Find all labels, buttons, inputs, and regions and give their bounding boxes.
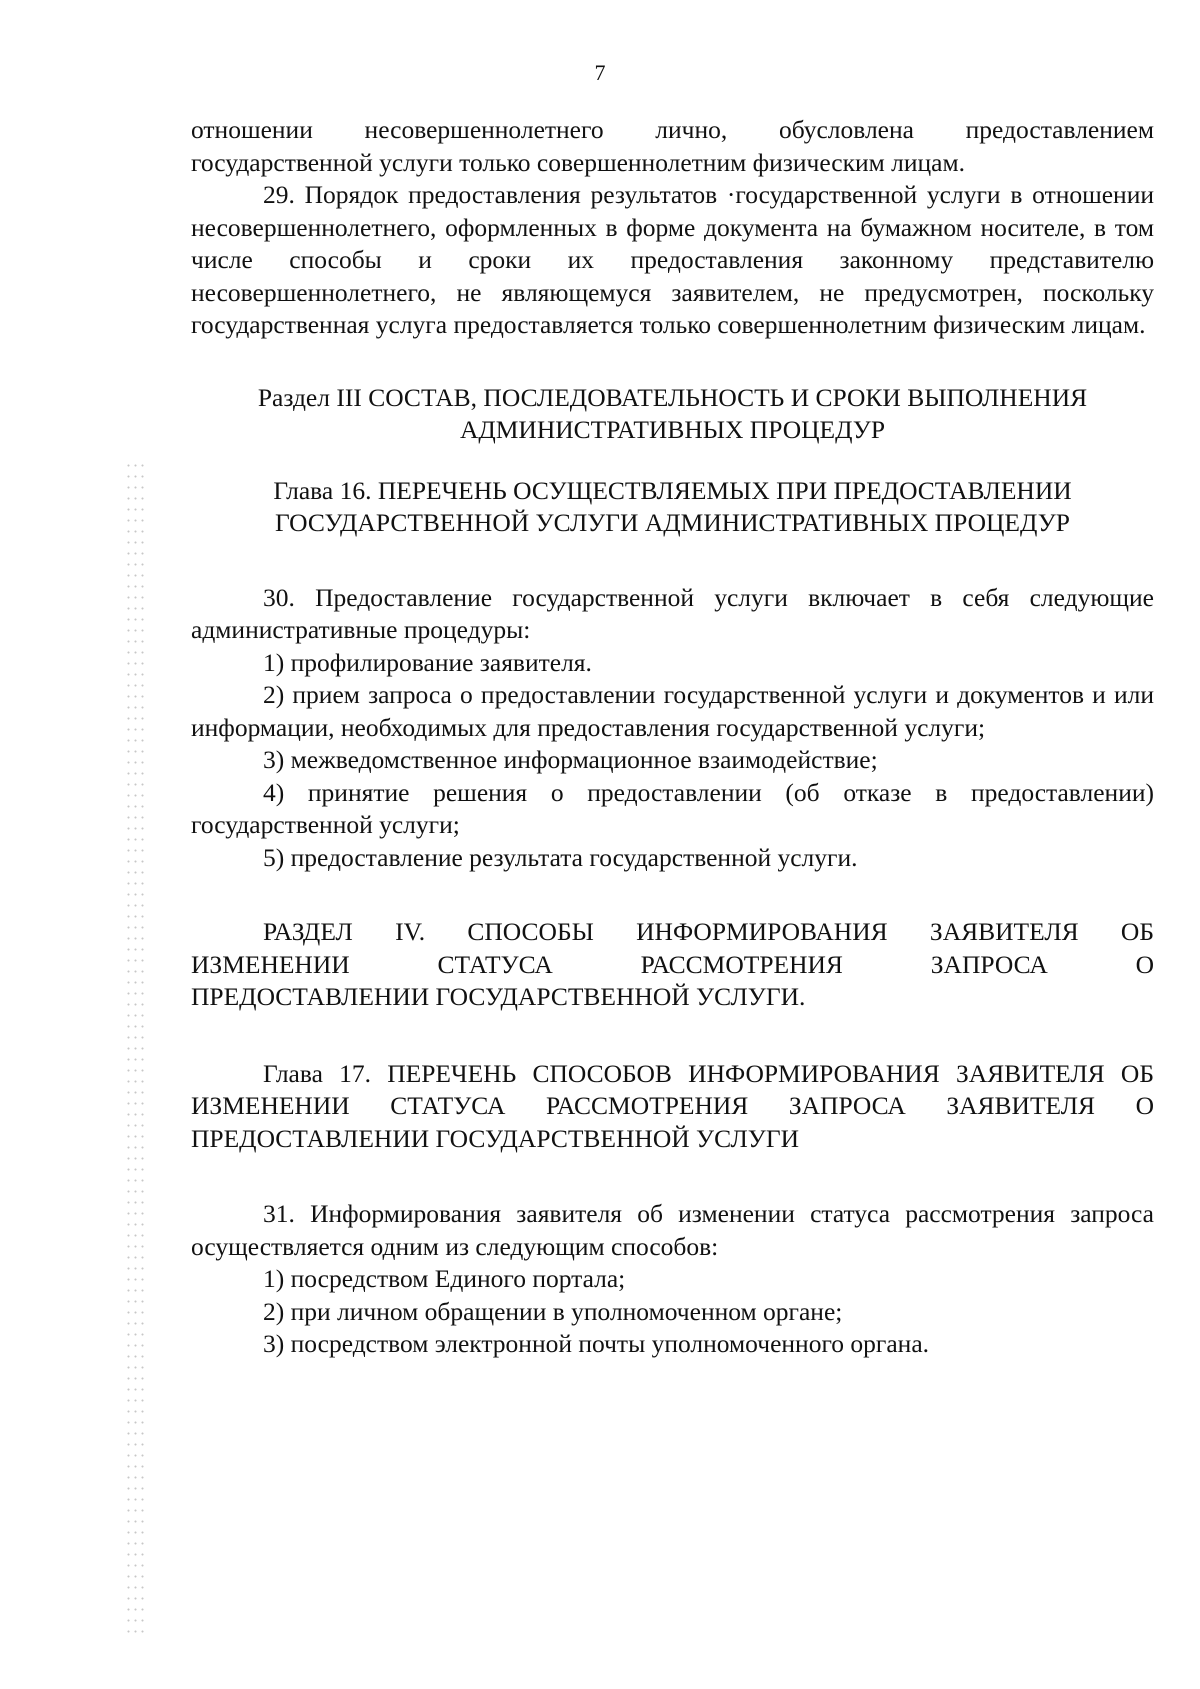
chapter-16-heading [191, 475, 1154, 540]
paragraph-30-item-1: 1) профилирование заявителя. [263, 647, 592, 677]
chapter-16-heading-line-2: ГОСУДАРСТВЕННОЙ УСЛУГИ АДМИНИСТРАТИВНЫХ ПРОЦЕДУР [275, 508, 1070, 537]
paragraph-30-item-2: 2) прием запроса о предоставлении государственной услуги и документов и или информации, необходимых для предоставления государственной услуги; [191, 680, 1154, 742]
chapter-16-heading-line-1: Глава 16. ПЕРЕЧЕНЬ ОСУЩЕСТВЛЯЕМЫХ ПРИ ПРЕДОСТАВЛЕНИИ [273, 475, 1072, 505]
paragraph-30-item-4: 4) принятие решения о предоставлении (об отказе в предоставлении) государственной услуги; [191, 777, 1154, 839]
binding-marks [125, 460, 145, 1640]
section-3-heading [191, 382, 1154, 447]
paragraph-29: 29. Порядок предоставления результатов ·государственной услуги в отношении несовершеннолетнего, оформленных в форме документа на бумажном носителе, в том числе способы и сроки их предоставления законному представителю несовершеннолетнего, не являющемуся заявителем, не предусмотрен, поскольку государственная услуга предоставляется только совершеннолетним физическим лицам. [191, 180, 1154, 339]
section-3-heading-line-1: Раздел III СОСТАВ, ПОСЛЕДОВАТЕЛЬНОСТЬ И СРОКИ ВЫПОЛНЕНИЯ [257, 382, 1088, 412]
paragraph-30-item-5: 5) предоставление результата государственной услуги. [263, 842, 858, 872]
paragraph-30: 30. Предоставление государственной услуги включает в себя следующие административные процедуры: [191, 582, 1154, 644]
paragraph-31-item-3: 3) посредством электронной почты уполномоченного органа. [263, 1329, 930, 1358]
section-4-heading-line-1: РАЗДЕЛ IV. СПОСОБЫ ИНФОРМИРОВАНИЯ ЗАЯВИТЕЛЯ ОБ [263, 917, 1154, 946]
document-body [191, 114, 1154, 1361]
paragraph-31: 31. Информирования заявителя об изменении статуса рассмотрения запроса осуществляется одним из следующим способов: [191, 1199, 1154, 1261]
paragraph-31-item-1: 1) посредством Единого портала; [263, 1264, 626, 1293]
section-4-heading-line-2: ИЗМЕНЕНИИ СТАТУСА РАССМОТРЕНИЯ ЗАПРОСА О [191, 949, 1154, 979]
section-4-heading-line-3: ПРЕДОСТАВЛЕНИИ ГОСУДАРСТВЕННОЙ УСЛУГИ. [191, 982, 806, 1011]
chapter-17-heading: Глава 17. ПЕРЕЧЕНЬ СПОСОБОВ ИНФОРМИРОВАНИЯ ЗАЯВИТЕЛЯ ОБ ИЗМЕНЕНИИ СТАТУСА РАССМОТРЕНИЯ ЗАПРОСА ЗАЯВИТЕЛЯ О ПРЕДОСТАВЛЕНИИ ГОСУДАРСТВЕННОЙ УСЛУГИ [191, 1058, 1154, 1153]
intro-line-1: отношении несовершеннолетнего лично, обусловлена предоставлением [191, 115, 1154, 144]
section-4-heading [191, 916, 1154, 1014]
intro-line-2: государственной услуги только совершеннолетним физическим лицам. [191, 147, 965, 177]
section-3-heading-line-2: АДМИНИСТРАТИВНЫХ ПРОЦЕДУР [459, 415, 886, 444]
paragraph-30-item-3: 3) межведомственное информационное взаимодействие; [263, 745, 878, 774]
page-number: 7 [594, 60, 606, 85]
paragraph-31-item-2: 2) при личном обращении в уполномоченном органе; [263, 1296, 843, 1326]
